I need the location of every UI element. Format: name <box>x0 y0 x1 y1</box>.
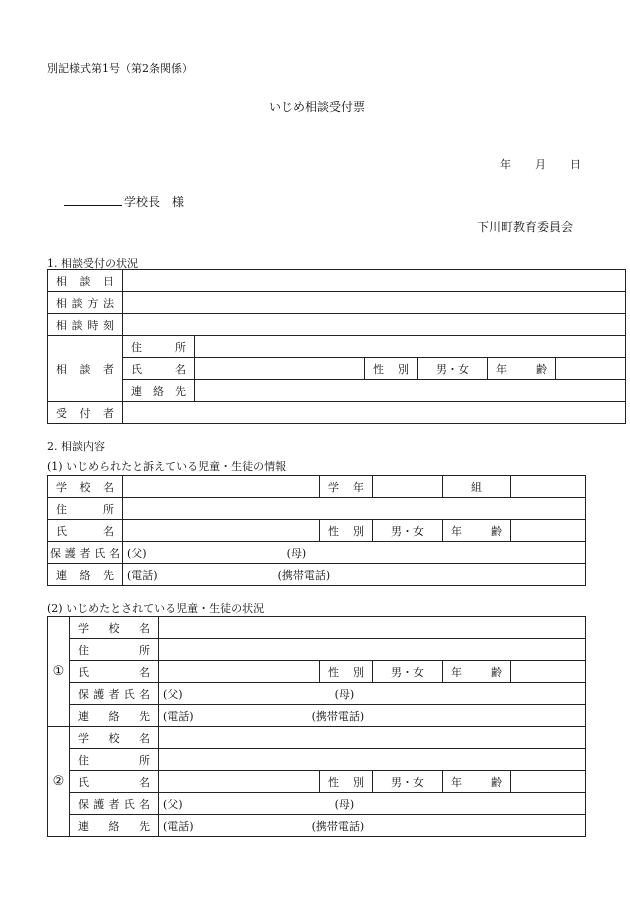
p1-contact-field[interactable] <box>159 705 586 727</box>
p2-age-field[interactable] <box>511 771 586 793</box>
school-name-blank <box>64 195 122 206</box>
section2-sub2-heading: (2) いじめたとされている児童・生徒の状況 <box>47 602 265 615</box>
principal-label: 学校長 <box>124 195 161 209</box>
victim-guardian-field[interactable] <box>123 542 586 564</box>
victim-name-label: 氏名 <box>48 520 123 542</box>
p2-age-label: 年齢 <box>443 771 511 793</box>
p2-name-label: 氏名 <box>70 771 159 793</box>
issuer: 下川町教育委員会 <box>477 220 574 234</box>
p1-school-field[interactable] <box>159 617 586 639</box>
perpetrator-2-marker: ② <box>48 727 70 837</box>
perpetrator-table <box>47 616 586 837</box>
consult-method-field[interactable] <box>123 292 626 314</box>
p2-school-label: 学校名 <box>70 727 159 749</box>
victim-name-field[interactable] <box>123 520 320 542</box>
date-month-label: 月 <box>535 158 546 171</box>
consultant-label: 相談者 <box>48 336 123 402</box>
p1-mother-label: (母) <box>334 687 355 701</box>
p1-sex-choice[interactable]: 男・女 <box>373 661 443 683</box>
victim-class-field[interactable] <box>511 476 586 498</box>
p2-mother-label: (母) <box>334 797 355 811</box>
victim-sex-label: 性別 <box>320 520 373 542</box>
consultant-sex-choice[interactable]: 男・女 <box>418 358 488 380</box>
section1-heading: 1. 相談受付の状況 <box>47 257 138 270</box>
consult-date-field[interactable] <box>123 270 626 292</box>
victim-class-label: 組 <box>443 476 511 498</box>
victim-age-field[interactable] <box>511 520 586 542</box>
victim-grade-field[interactable] <box>373 476 443 498</box>
p1-address-field[interactable] <box>159 639 586 661</box>
consult-method-label: 相談方法 <box>48 292 123 314</box>
victim-address-field[interactable] <box>123 498 586 520</box>
p2-guardian-field[interactable] <box>159 793 586 815</box>
p1-age-field[interactable] <box>511 661 586 683</box>
p1-guardian-label: 保護者氏名 <box>70 683 159 705</box>
consultant-name-label: 氏名 <box>123 358 195 380</box>
p1-name-field[interactable] <box>159 661 320 683</box>
p1-phone-label: (電話) <box>163 709 194 723</box>
victim-age-label: 年齢 <box>443 520 511 542</box>
p2-sex-choice[interactable]: 男・女 <box>373 771 443 793</box>
consultant-address-field[interactable] <box>195 336 626 358</box>
p2-name-field[interactable] <box>159 771 320 793</box>
consultant-contact-field[interactable] <box>195 380 626 402</box>
consultant-address-label: 住所 <box>123 336 195 358</box>
p2-school-field[interactable] <box>159 727 586 749</box>
p1-mobile-label: (携帯電話) <box>311 709 365 723</box>
section2-heading: 2. 相談内容 <box>47 440 105 453</box>
victim-school-field[interactable] <box>123 476 320 498</box>
p2-father-label: (父) <box>163 797 183 811</box>
p1-father-label: (父) <box>163 687 183 701</box>
form-title: いじめ相談受付票 <box>269 100 366 114</box>
mother-label: (母) <box>286 546 307 560</box>
victim-guardian-label: 保護者氏名 <box>48 542 123 564</box>
victim-contact-field[interactable] <box>123 564 586 586</box>
victim-contact-label: 連絡先 <box>48 564 123 586</box>
consultant-sex-label: 性別 <box>365 358 418 380</box>
reception-table <box>47 269 626 424</box>
p2-contact-label: 連絡先 <box>70 815 159 837</box>
p2-sex-label: 性別 <box>320 771 373 793</box>
consultant-age-field[interactable] <box>556 358 626 380</box>
section2-sub1-heading: (1) いじめられたと訴えている児童・生徒の情報 <box>47 460 287 473</box>
p2-guardian-label: 保護者氏名 <box>70 793 159 815</box>
receiver-label: 受付者 <box>48 402 123 424</box>
consultant-name-field[interactable] <box>195 358 365 380</box>
consult-time-label: 相談時刻 <box>48 314 123 336</box>
date-day-label: 日 <box>570 158 581 171</box>
p1-guardian-field[interactable] <box>159 683 586 705</box>
phone-label: (電話) <box>127 568 158 582</box>
father-label: (父) <box>127 546 147 560</box>
p1-address-label: 住所 <box>70 639 159 661</box>
consult-date-label: 相談日 <box>48 270 123 292</box>
victim-grade-label: 学年 <box>320 476 373 498</box>
p1-sex-label: 性別 <box>320 661 373 683</box>
victim-table <box>47 475 586 586</box>
p2-address-field[interactable] <box>159 749 586 771</box>
p2-contact-field[interactable] <box>159 815 586 837</box>
p2-address-label: 住所 <box>70 749 159 771</box>
date-year-label: 年 <box>500 158 511 171</box>
p1-contact-label: 連絡先 <box>70 705 159 727</box>
p2-phone-label: (電話) <box>163 819 194 833</box>
form-label: 別記様式第1号（第2条関係） <box>47 62 193 75</box>
consultant-contact-label: 連絡先 <box>123 380 195 402</box>
consultant-age-label: 年齢 <box>488 358 556 380</box>
consult-time-field[interactable] <box>123 314 626 336</box>
mobile-label: (携帯電話) <box>277 568 331 582</box>
p1-age-label: 年齢 <box>443 661 511 683</box>
victim-address-label: 住所 <box>48 498 123 520</box>
p2-mobile-label: (携帯電話) <box>311 819 365 833</box>
victim-sex-choice[interactable]: 男・女 <box>373 520 443 542</box>
perpetrator-1-marker: ① <box>48 617 70 727</box>
p1-school-label: 学校名 <box>70 617 159 639</box>
date-line <box>500 156 581 172</box>
p1-name-label: 氏名 <box>70 661 159 683</box>
honorific-label: 様 <box>172 195 185 209</box>
victim-school-label: 学校名 <box>48 476 123 498</box>
addressee-line <box>64 193 184 210</box>
receiver-field[interactable] <box>123 402 626 424</box>
